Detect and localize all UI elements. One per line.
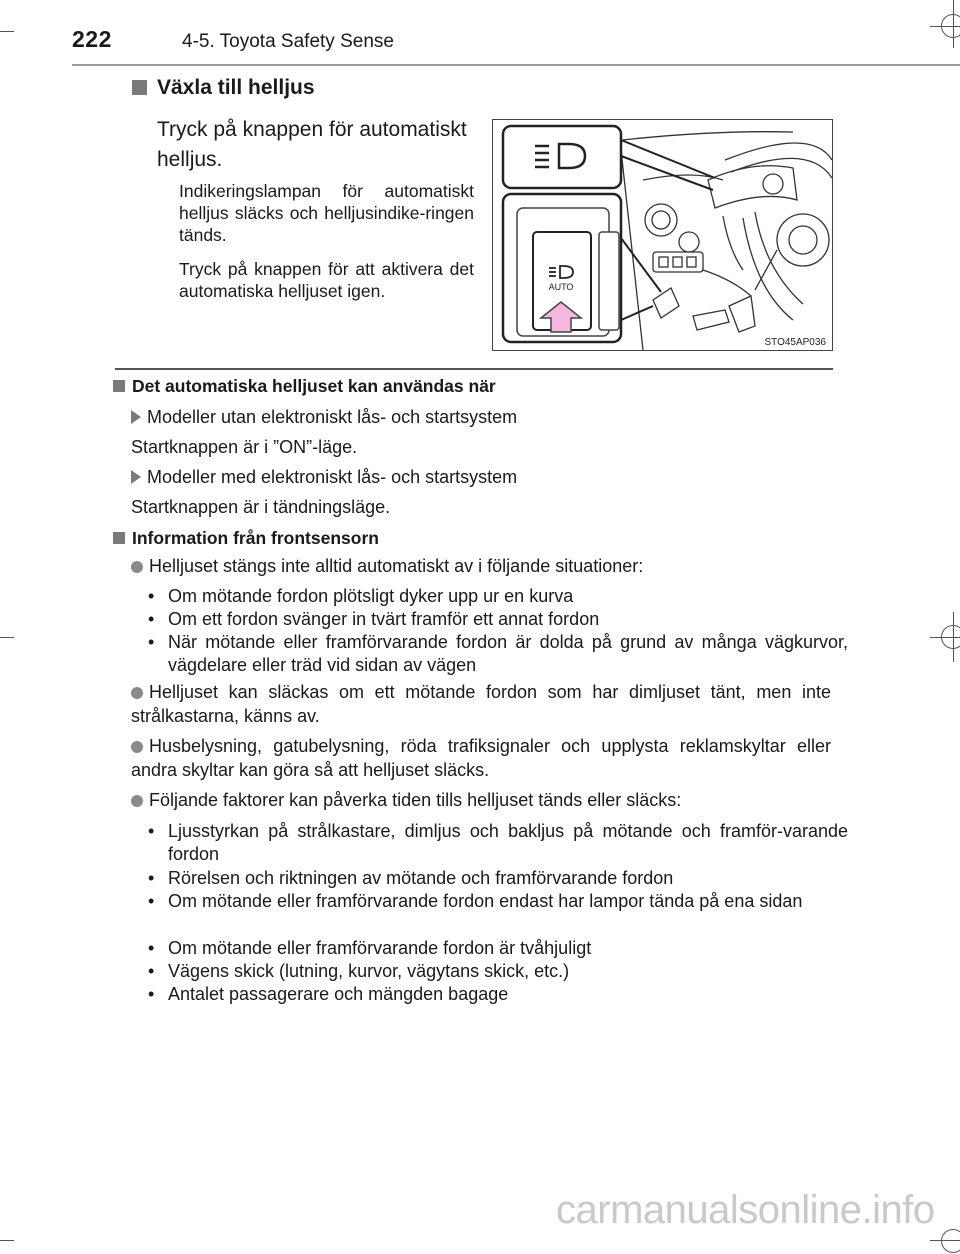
- info-point: Följande faktorer kan påverka tiden tills helljuset tänds eller släcks:: [131, 789, 831, 813]
- chapter-title: 4-5. Toyota Safety Sense: [182, 31, 394, 52]
- condition-text: Startknappen är i ”ON”-läge.: [131, 437, 358, 457]
- list-item: • Vägens skick (lutning, kurvor, vägytans skick, etc.): [148, 960, 848, 983]
- circle-bullet-icon: [131, 561, 143, 573]
- list-item: • Antalet passagerare och mängden bagage: [148, 983, 848, 1006]
- list-item: • Om mötande eller framförvarande fordon endast har lampor tända på ena sidan: [148, 890, 848, 913]
- model-condition: Modeller utan elektroniskt lås- och startsystem: [131, 406, 517, 428]
- conditions-heading: Det automatiska helljuset kan användas när: [113, 376, 496, 397]
- dashboard-figure-svg: [493, 120, 832, 350]
- circle-bullet-icon: [131, 795, 143, 807]
- circle-bullet-icon: [131, 741, 143, 753]
- info-point: Helljuset kan släckas om ett mötande fordon som har dimljuset tänt, men inte strålkastarna, känns av.: [131, 682, 831, 726]
- header-rule: [72, 64, 960, 66]
- registration-mark-icon: [941, 625, 960, 649]
- info-heading: Information från frontsensorn: [113, 528, 379, 549]
- list-item: • Om mötande eller framförvarande fordon är tvåhjuligt: [148, 937, 848, 960]
- section-heading: Växla till helljus: [132, 76, 315, 100]
- note-text: Indikeringslampan för automatiskt helljus släcks och helljusindike-ringen tänds.: [179, 181, 474, 245]
- watermark: carmanualsonline.info: [556, 1188, 935, 1232]
- crop-mark: [0, 637, 14, 638]
- info-point: Helljuset stängs inte alltid automatiskt av i följande situationer:: [131, 555, 831, 579]
- info-point: Husbelysning, gatubelysning, röda trafiksignaler och upplysta reklamskyltar eller andra skyltar kan göra så att helljuset släcks.: [131, 736, 831, 780]
- list-item: • Rörelsen och riktningen av mötande och framförvarande fordon: [148, 867, 848, 890]
- dashboard-illustration: [492, 119, 833, 351]
- crop-mark: [0, 1240, 14, 1241]
- registration-mark-icon: [941, 1229, 960, 1253]
- list-item: • Ljusstyrkan på strålkastare, dimljus och bakljus på mötande och framför-varande fordon: [148, 820, 848, 866]
- list-item: • Om mötande fordon plötsligt dyker upp ur en kurva: [148, 585, 848, 608]
- square-bullet-icon: [132, 80, 147, 95]
- auto-label: AUTO: [548, 282, 574, 292]
- registration-mark-icon: [941, 14, 960, 38]
- circle-bullet-icon: [131, 687, 143, 699]
- model-condition: Modeller med elektroniskt lås- och startsystem: [131, 466, 517, 488]
- step-instruction: Tryck på knappen för automatiskt helljus.: [157, 118, 467, 171]
- triangle-bullet-icon: [131, 470, 141, 484]
- square-bullet-icon: [113, 532, 125, 544]
- triangle-bullet-icon: [131, 410, 141, 424]
- list-item: • Om ett fordon svänger in tvärt framför ett annat fordon: [148, 608, 848, 631]
- section-divider: [115, 368, 833, 370]
- note-text: Tryck på knappen för att aktivera det automatiska helljuset igen.: [179, 259, 474, 301]
- square-bullet-icon: [113, 380, 125, 392]
- list-item: • När mötande eller framförvarande fordon är dolda på grund av många vägkurvor, vägdelare eller träd vid sidan av vägen: [148, 631, 848, 677]
- figure-code: STO45AP036: [764, 337, 826, 348]
- crop-mark: [0, 31, 14, 32]
- condition-text: Startknappen är i tändningsläge.: [131, 497, 391, 517]
- page-number: 222: [72, 26, 112, 52]
